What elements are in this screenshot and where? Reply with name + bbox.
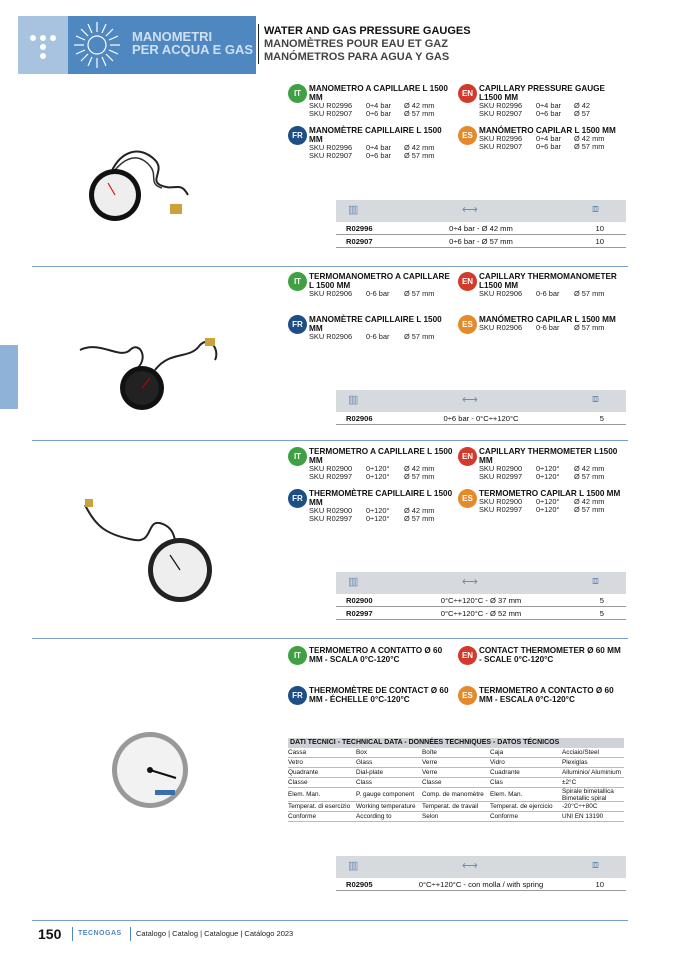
product-title: MANOMETRO A CAPILLARE L 1500 MM bbox=[309, 84, 448, 102]
row-description: 0÷6 bar - Ø 57 mm bbox=[449, 237, 513, 246]
sku-diameter: Ø 57 mm bbox=[574, 505, 605, 514]
product-entry-en bbox=[458, 84, 623, 118]
lang-badge-it: IT bbox=[288, 646, 307, 665]
size-icon: ⟷ bbox=[462, 860, 478, 872]
table-header bbox=[336, 390, 626, 412]
sku-diameter: Ø 57 mm bbox=[404, 109, 435, 118]
sku-diameter: Ø 57 mm bbox=[574, 472, 605, 481]
page-number: 150 bbox=[38, 926, 62, 942]
cell-es: Elem. Man. bbox=[490, 791, 523, 798]
section-divider bbox=[32, 638, 628, 639]
product-title: TERMOMETRO A CAPILLARE L 1500 MM bbox=[309, 447, 453, 465]
table-row bbox=[288, 812, 624, 822]
cell-value: Plexiglas bbox=[562, 759, 588, 766]
cell-es: Caja bbox=[490, 749, 504, 756]
table-row bbox=[288, 788, 624, 802]
sku-diameter: Ø 57 mm bbox=[404, 289, 435, 298]
sku-diameter: Ø 42 mm bbox=[404, 143, 435, 152]
product-entry-en bbox=[458, 272, 623, 298]
row-sku: R02905 bbox=[346, 880, 373, 889]
cell-es: Clas bbox=[490, 779, 503, 786]
sku-range: 0÷120° bbox=[536, 497, 560, 506]
product-photo-contact-thermometer bbox=[110, 730, 190, 815]
product-title: TERMOMETRO A CONTACTO Ø 60 MM - ESCALA 0°C-120°C bbox=[479, 686, 614, 704]
sku-diameter: Ø 57 mm bbox=[404, 332, 435, 341]
cell-value: -20°C÷+80C bbox=[562, 803, 598, 810]
lang-badge-es: ES bbox=[458, 126, 477, 145]
sku-code: SKU R02907 bbox=[479, 142, 523, 151]
cell-fr: Classe bbox=[422, 779, 442, 786]
side-tab bbox=[0, 345, 18, 409]
cell-en: Box bbox=[356, 749, 368, 756]
lang-badge-en: EN bbox=[458, 646, 477, 665]
sku-line bbox=[479, 110, 623, 118]
footer-brand: TECNOGAS bbox=[78, 930, 122, 937]
row-description: 0÷6 bar - 0°C÷+120°C bbox=[443, 414, 519, 423]
product-entry-en bbox=[458, 447, 623, 481]
barcode-icon: ▥ bbox=[348, 394, 359, 406]
lang-badge-es: ES bbox=[458, 686, 477, 705]
sku-range: 0÷120° bbox=[366, 464, 390, 473]
sku-diameter: Ø 57 mm bbox=[404, 151, 435, 160]
table-row bbox=[288, 748, 624, 758]
sku-list bbox=[479, 135, 623, 151]
lang-badge-en: EN bbox=[458, 447, 477, 466]
sku-diameter: Ø 57 mm bbox=[574, 142, 605, 151]
cell-value: Spirale bimetallica Bimetallic spiral bbox=[562, 788, 614, 801]
sku-list bbox=[479, 290, 623, 298]
category-panel bbox=[126, 16, 256, 74]
product-title: CAPILLARY THERMOMETER L1500 MM bbox=[479, 447, 618, 465]
page-title bbox=[264, 25, 471, 64]
sku-diameter: Ø 57 mm bbox=[574, 323, 605, 332]
sku-list bbox=[309, 144, 453, 160]
sku-list bbox=[309, 465, 453, 481]
category-line-1: MANOMETRI bbox=[132, 29, 213, 44]
row-description: 0°C÷+120°C - Ø 37 mm bbox=[440, 596, 522, 605]
cell-it: Conforme bbox=[288, 813, 317, 820]
product-title: MANÓMETRO CAPILAR L 1500 MM bbox=[479, 315, 616, 324]
sku-line bbox=[309, 152, 453, 160]
row-description: 0°C÷+120°C - Ø 52 mm bbox=[440, 609, 522, 618]
lang-badge-es: ES bbox=[458, 315, 477, 334]
row-sku: R02900 bbox=[346, 596, 373, 605]
sku-line bbox=[479, 506, 623, 514]
sku-range: 0-6 bar bbox=[366, 289, 390, 298]
cell-value: Acciaio/Steel bbox=[562, 749, 599, 756]
sku-line bbox=[479, 143, 623, 151]
table-header bbox=[336, 856, 626, 878]
cell-it: Cassa bbox=[288, 749, 307, 756]
product-entry-fr bbox=[288, 489, 453, 523]
sku-range: 0-6 bar bbox=[536, 323, 560, 332]
cell-en: Class bbox=[356, 779, 372, 786]
sku-code: SKU R02906 bbox=[479, 289, 523, 298]
lang-badge-it: IT bbox=[288, 272, 307, 291]
row-description: 0°C÷+120°C - con molla / with spring bbox=[418, 880, 544, 889]
row-quantity: 5 bbox=[599, 414, 604, 423]
sku-range: 0-6 bar bbox=[536, 289, 560, 298]
sku-code: SKU R02906 bbox=[309, 332, 353, 341]
product-title: CONTACT THERMOMETER Ø 60 MM - SCALE 0°C-120°C bbox=[479, 646, 621, 664]
sku-code: SKU R02906 bbox=[479, 323, 523, 332]
sku-range: 0-6 bar bbox=[366, 332, 390, 341]
row-sku: R02996 bbox=[346, 224, 373, 233]
sku-diameter: Ø 42 mm bbox=[574, 497, 605, 506]
footer-divider bbox=[32, 920, 628, 921]
footer-separator bbox=[72, 927, 73, 941]
row-quantity: 10 bbox=[595, 224, 604, 233]
sku-range: 0÷4 bar bbox=[366, 101, 392, 110]
technical-data-table bbox=[288, 738, 624, 822]
product-entry-it bbox=[288, 84, 453, 118]
title-fr: MANOMÈTRES POUR EAU ET GAZ bbox=[264, 38, 448, 50]
cell-en: Working temperature bbox=[356, 803, 416, 810]
lang-badge-it: IT bbox=[288, 447, 307, 466]
product-photo-thermomanometer bbox=[70, 330, 230, 425]
sku-diameter: Ø 57 mm bbox=[574, 289, 605, 298]
cell-en: P. gauge component bbox=[356, 791, 415, 798]
sku-diameter: Ø 57 bbox=[574, 109, 591, 118]
sku-range: 0÷120° bbox=[366, 514, 390, 523]
sku-table bbox=[336, 856, 626, 891]
lang-badge-en: EN bbox=[458, 84, 477, 103]
sku-diameter: Ø 42 mm bbox=[404, 464, 435, 473]
sku-diameter: Ø 57 mm bbox=[404, 472, 435, 481]
lang-badge-fr: FR bbox=[288, 686, 307, 705]
sku-code: SKU R02996 bbox=[479, 134, 523, 143]
product-entry-es bbox=[458, 126, 623, 151]
product-title: THERMOMÈTRE CAPILLAIRE L 1500 MM bbox=[309, 489, 453, 507]
sku-line bbox=[479, 473, 623, 481]
cell-fr: Verre bbox=[422, 769, 438, 776]
sku-table bbox=[336, 572, 626, 620]
lang-badge-fr: FR bbox=[288, 489, 307, 508]
sku-list bbox=[479, 465, 623, 481]
cell-fr: Verre bbox=[422, 759, 438, 766]
sku-code: SKU R02996 bbox=[479, 101, 523, 110]
sku-line bbox=[309, 473, 453, 481]
product-entry-fr bbox=[288, 686, 453, 704]
sku-diameter: Ø 42 mm bbox=[404, 506, 435, 515]
package-icon: ⧈ bbox=[592, 859, 599, 871]
category-title bbox=[132, 30, 253, 56]
title-es: MANÓMETROS PARA AGUA Y GAS bbox=[264, 51, 450, 63]
sku-list bbox=[479, 102, 623, 118]
row-quantity: 10 bbox=[595, 880, 604, 889]
sku-line bbox=[479, 324, 623, 332]
sku-range: 0÷120° bbox=[536, 505, 560, 514]
product-entry-fr bbox=[288, 315, 453, 341]
sku-diameter: Ø 57 mm bbox=[404, 514, 435, 523]
product-title: MANOMÈTRE CAPILLAIRE L 1500 MM bbox=[309, 315, 442, 333]
sku-range: 0÷6 bar bbox=[366, 151, 392, 160]
sku-list bbox=[479, 324, 623, 332]
cell-en: Glass bbox=[356, 759, 373, 766]
sku-diameter: Ø 42 mm bbox=[404, 101, 435, 110]
footer-separator bbox=[130, 927, 131, 941]
sku-range: 0÷120° bbox=[366, 472, 390, 481]
sku-code: SKU R02900 bbox=[309, 506, 353, 515]
cell-fr: Temperat. de travail bbox=[422, 803, 479, 810]
section-divider bbox=[32, 266, 628, 267]
sku-code: SKU R02996 bbox=[309, 101, 353, 110]
product-entry-it bbox=[288, 272, 453, 298]
sku-code: SKU R02900 bbox=[479, 464, 523, 473]
lang-badge-fr: FR bbox=[288, 315, 307, 334]
sku-code: SKU R02907 bbox=[309, 151, 353, 160]
sku-code: SKU R02900 bbox=[479, 497, 523, 506]
product-entry-it bbox=[288, 646, 453, 664]
burst-icon bbox=[68, 16, 126, 74]
header-divider bbox=[258, 24, 259, 64]
table-header bbox=[336, 572, 626, 594]
cell-en: According to bbox=[356, 813, 392, 820]
cell-it: Vetro bbox=[288, 759, 303, 766]
sku-range: 0÷6 bar bbox=[536, 109, 562, 118]
product-title: TERMOMETRO A CONTATTO Ø 60 MM - SCALA 0°C-120°C bbox=[309, 646, 443, 664]
cell-value: ±2°C bbox=[562, 779, 577, 786]
title-en: WATER AND GAS PRESSURE GAUGES bbox=[264, 25, 471, 37]
brand-mark-icon bbox=[18, 16, 68, 74]
sku-line bbox=[309, 110, 453, 118]
sku-code: SKU R02997 bbox=[309, 472, 353, 481]
product-title: CAPILLARY THERMOMANOMETER L1500 MM bbox=[479, 272, 617, 290]
table-row bbox=[336, 412, 626, 425]
package-icon: ⧈ bbox=[592, 393, 599, 405]
footer-catalog: Catalogo | Catalog | Catalogue | Catálogo 2023 bbox=[136, 929, 294, 938]
size-icon: ⟷ bbox=[462, 204, 478, 216]
row-description: 0÷4 bar - Ø 42 mm bbox=[449, 224, 513, 233]
cell-es: Conforme bbox=[490, 813, 519, 820]
product-photo-capillary-gauge bbox=[80, 140, 200, 245]
lang-badge-es: ES bbox=[458, 489, 477, 508]
table-row bbox=[288, 778, 624, 788]
table-row bbox=[336, 235, 626, 248]
table-row bbox=[288, 768, 624, 778]
product-title: CAPILLARY PRESSURE GAUGE L1500 MM bbox=[479, 84, 606, 102]
cell-fr: Boîte bbox=[422, 749, 437, 756]
barcode-icon: ▥ bbox=[348, 860, 359, 872]
cell-it: Classe bbox=[288, 779, 308, 786]
sku-code: SKU R02900 bbox=[309, 464, 353, 473]
table-row bbox=[288, 758, 624, 768]
sku-code: SKU R02906 bbox=[309, 289, 353, 298]
product-entry-it bbox=[288, 447, 453, 481]
package-icon: ⧈ bbox=[592, 575, 599, 587]
cell-it: Elem. Man. bbox=[288, 791, 321, 798]
sku-list bbox=[309, 102, 453, 118]
sku-code: SKU R02997 bbox=[309, 514, 353, 523]
header-left-panel bbox=[18, 16, 68, 74]
row-sku: R02997 bbox=[346, 609, 373, 618]
sku-code: SKU R02997 bbox=[479, 472, 523, 481]
product-title: MANOMÈTRE CAPILLAIRE L 1500 MM bbox=[309, 126, 442, 144]
table-row bbox=[288, 802, 624, 812]
cell-es: Vidro bbox=[490, 759, 505, 766]
sku-diameter: Ø 42 mm bbox=[574, 134, 605, 143]
sku-table bbox=[336, 390, 626, 425]
sku-list bbox=[309, 333, 453, 341]
lang-badge-en: EN bbox=[458, 272, 477, 291]
sku-range: 0÷120° bbox=[366, 506, 390, 515]
product-title: TERMOMANOMETRO A CAPILLARE L 1500 MM bbox=[309, 272, 450, 290]
product-photo-capillary-thermometer bbox=[75, 495, 225, 610]
cell-it: Temperat. di esercizio bbox=[288, 803, 351, 810]
sku-range: 0÷4 bar bbox=[536, 134, 562, 143]
sku-list bbox=[309, 507, 453, 523]
product-title: TERMOMETRO CAPILAR L 1500 MM bbox=[479, 489, 621, 498]
sku-code: SKU R02907 bbox=[479, 109, 523, 118]
cell-fr: Comp. de manomètre bbox=[422, 791, 484, 798]
table-row bbox=[336, 607, 626, 620]
sku-line bbox=[479, 290, 623, 298]
row-quantity: 5 bbox=[599, 596, 604, 605]
barcode-icon: ▥ bbox=[348, 576, 359, 588]
sku-range: 0÷6 bar bbox=[536, 142, 562, 151]
technical-data-title: DATI TECNICI - TECHNICAL DATA - DONNÉES TECHNIQUES - DATOS TÉCNICOS bbox=[288, 738, 624, 748]
cell-it: Quadrante bbox=[288, 769, 319, 776]
table-row bbox=[336, 594, 626, 607]
cell-es: Temperat. de ejercicio bbox=[490, 803, 553, 810]
cell-value: UNI EN 13190 bbox=[562, 813, 604, 820]
sku-diameter: Ø 42 mm bbox=[574, 464, 605, 473]
product-entry-en bbox=[458, 646, 623, 664]
sku-code: SKU R02996 bbox=[309, 143, 353, 152]
sku-code: SKU R02907 bbox=[309, 109, 353, 118]
product-title: MANÓMETRO CAPILAR L 1500 MM bbox=[479, 126, 616, 135]
sku-line bbox=[309, 290, 453, 298]
sku-table bbox=[336, 200, 626, 248]
sku-line bbox=[309, 515, 453, 523]
sku-line bbox=[309, 333, 453, 341]
category-icon-panel bbox=[68, 16, 126, 74]
row-sku: R02906 bbox=[346, 414, 373, 423]
sku-range: 0÷4 bar bbox=[536, 101, 562, 110]
barcode-icon: ▥ bbox=[348, 204, 359, 216]
cell-fr: Selon bbox=[422, 813, 439, 820]
table-row bbox=[336, 878, 626, 891]
cell-value: Alluminio/ Aluminium bbox=[562, 769, 621, 776]
sku-range: 0÷120° bbox=[536, 472, 560, 481]
product-entry-es bbox=[458, 686, 623, 704]
sku-range: 0÷120° bbox=[536, 464, 560, 473]
cell-en: Dial-plate bbox=[356, 769, 383, 776]
table-header bbox=[336, 200, 626, 222]
sku-diameter: Ø 42 bbox=[574, 101, 591, 110]
sku-range: 0÷4 bar bbox=[366, 143, 392, 152]
section-divider bbox=[32, 440, 628, 441]
product-title: THERMOMÈTRE DE CONTACT Ø 60 MM - ÉCHELLE 0°C-120°C bbox=[309, 686, 449, 704]
row-quantity: 5 bbox=[599, 609, 604, 618]
sku-list bbox=[479, 498, 623, 514]
size-icon: ⟷ bbox=[462, 394, 478, 406]
sku-range: 0÷6 bar bbox=[366, 109, 392, 118]
sku-code: SKU R02997 bbox=[479, 505, 523, 514]
table-row bbox=[336, 222, 626, 235]
sku-list bbox=[309, 290, 453, 298]
cell-es: Cuadrante bbox=[490, 769, 520, 776]
package-icon: ⧈ bbox=[592, 203, 599, 215]
product-entry-es bbox=[458, 315, 623, 332]
size-icon: ⟷ bbox=[462, 576, 478, 588]
product-entry-fr bbox=[288, 126, 453, 160]
row-quantity: 10 bbox=[595, 237, 604, 246]
row-sku: R02907 bbox=[346, 237, 373, 246]
product-entry-es bbox=[458, 489, 623, 514]
category-line-2: PER ACQUA E GAS bbox=[132, 42, 254, 57]
lang-badge-it: IT bbox=[288, 84, 307, 103]
lang-badge-fr: FR bbox=[288, 126, 307, 145]
